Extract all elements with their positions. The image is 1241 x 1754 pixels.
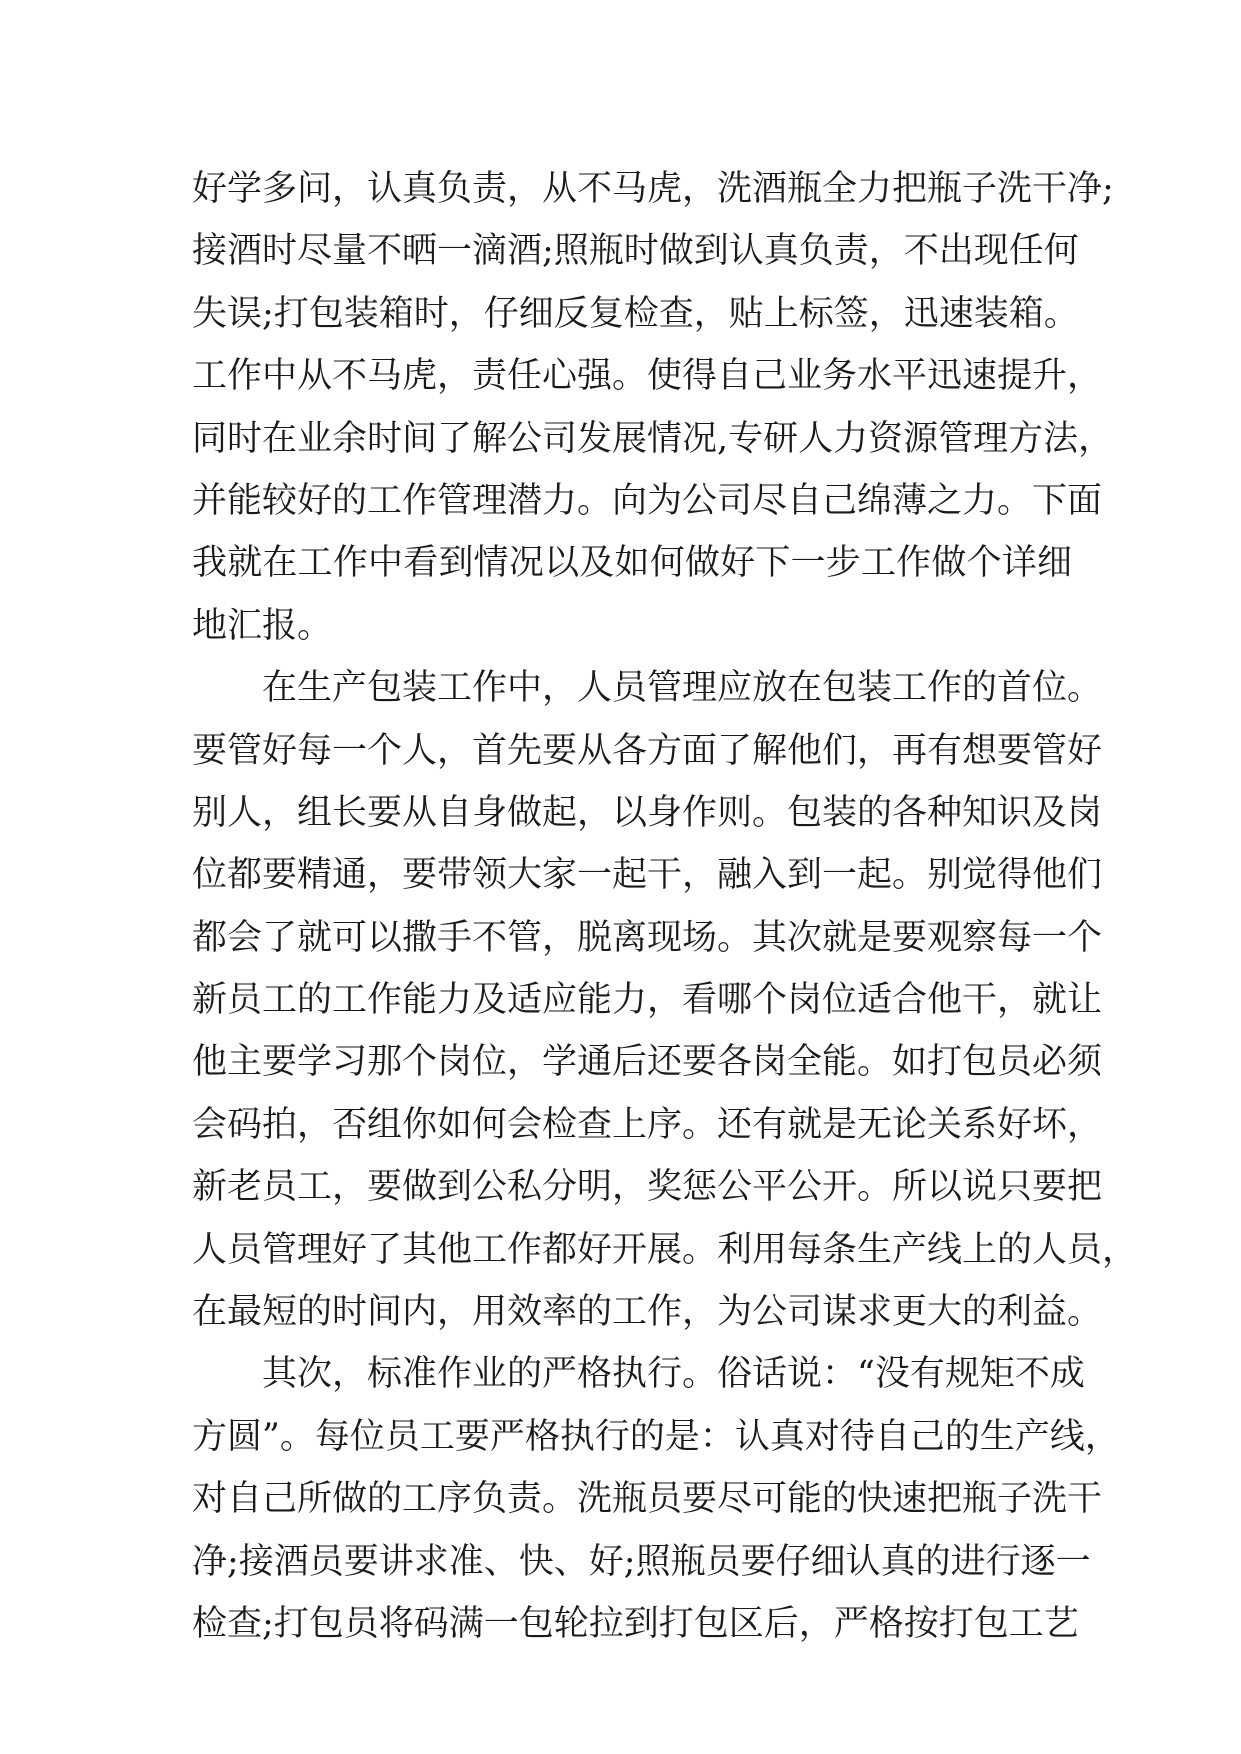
text-line: 地汇报。	[192, 605, 333, 646]
text-line: 方圆”。每位员工要严格执行的是：认真对待自己的生产线，	[192, 1416, 1120, 1457]
text-line: 失误;打包装箱时，仔细反复检查，贴上标签，迅速装箱。	[192, 293, 1079, 334]
text-line: 人员管理好了其他工作都好开展。利用每条生产线上的人员，	[192, 1229, 1138, 1270]
text-line: 净;接酒员要讲求准、快、好;照瓶员要仔细认真的进行逐一	[192, 1541, 1091, 1582]
text-line: 别人，组长要从自身做起，以身作则。包装的各种知识及岗	[192, 792, 1103, 833]
text-line: 接酒时尽量不晒一滴酒;照瓶时做到认真负责，不出现任何	[192, 231, 1079, 272]
text-line: 新老员工，要做到公私分明，奖惩公平公开。所以说只要把	[192, 1167, 1103, 1208]
paragraph-start-line: 在生产包装工作中，人员管理应放在包装工作的首位。	[262, 668, 1103, 709]
text-line: 对自己所做的工序负责。洗瓶员要尽可能的快速把瓶子洗干	[192, 1479, 1103, 1520]
text-line: 他主要学习那个岗位，学通后还要各岗全能。如打包员必须	[192, 1042, 1103, 1083]
text-line: 好学多问，认真负责，从不马虎，洗酒瓶全力把瓶子洗干净;	[192, 169, 1114, 209]
document-body	[192, 158, 1138, 1655]
text-line: 检查;打包员将码满一包轮拉到打包区后，严格按打包工艺	[192, 1603, 1079, 1644]
text-line: 在最短的时间内，用效率的工作，为公司谋求更大的利益。	[192, 1292, 1103, 1333]
text-line: 会码拍，否组你如何会检查上序。还有就是无论关系好坏，	[192, 1104, 1103, 1145]
text-line: 工作中从不马虎，责任心强。使得自己业务水平迅速提升，	[192, 356, 1103, 397]
paragraph-start-line: 其次，标准作业的严格执行。俗话说：“没有规矩不成	[262, 1354, 1085, 1395]
text-line: 并能较好的工作管理潜力。向为公司尽自己绵薄之力。下面	[192, 480, 1103, 521]
text-line: 都会了就可以撒手不管，脱离现场。其次就是要观察每一个	[192, 917, 1103, 958]
text-line: 要管好每一个人，首先要从各方面了解他们，再有想要管好	[192, 730, 1103, 771]
text-line: 同时在业余时间了解公司发展情况,专研人力资源管理方法，	[192, 418, 1114, 459]
text-line: 我就在工作中看到情况以及如何做好下一步工作做个详细	[192, 543, 1072, 584]
text-line: 位都要精通，要带领大家一起干，融入到一起。别觉得他们	[192, 855, 1103, 896]
text-line: 新员工的工作能力及适应能力，看哪个岗位适合他干，就让	[192, 980, 1103, 1021]
